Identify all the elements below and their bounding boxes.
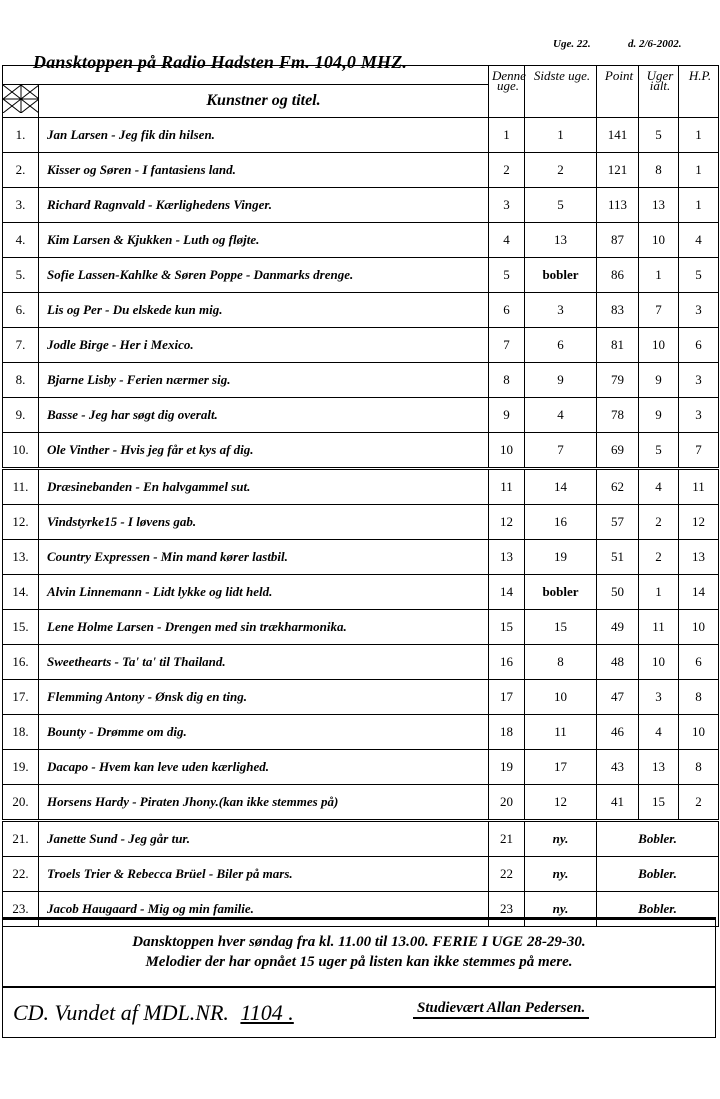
row-points: 121 [597,153,639,188]
row-song: Alvin Linnemann - Lidt lykke og lidt held. [39,575,489,610]
row-this-week: 11 [489,469,525,505]
table-row [3,680,719,715]
row-last-week: 12 [525,785,597,821]
row-weeks-total: 2 [639,540,679,575]
row-song: Flemming Antony - Ønsk dig en ting. [39,680,489,715]
row-points: 50 [597,575,639,610]
row-song: Jodle Birge - Her i Mexico. [39,328,489,363]
row-this-week: 21 [489,821,525,857]
row-hp: 13 [679,540,719,575]
bubbler-row [3,857,719,892]
row-position: 10. [3,433,39,469]
table-row [3,328,719,363]
row-song: Sweethearts - Ta' ta' til Thailand. [39,645,489,680]
row-last-week: 4 [525,398,597,433]
header-row-1 [3,66,719,85]
row-position: 8. [3,363,39,398]
row-hp: 1 [679,188,719,223]
chart-table [2,65,719,927]
row-weeks-total: 13 [639,188,679,223]
table-row [3,540,719,575]
row-hp: 3 [679,363,719,398]
host-name: Studievært Allan Pedersen. [413,1000,589,1019]
row-points: 69 [597,433,639,469]
row-this-week: 23 [489,892,525,927]
table-row [3,505,719,540]
row-song: Ole Vinther - Hvis jeg får et kys af dig. [39,433,489,469]
footer-line-1: Dansktoppen hver søndag fra kl. 11.00 til 13.00. FERIE I UGE 28-29-30. [132,934,586,950]
row-hp: 8 [679,750,719,785]
row-weeks-total: 15 [639,785,679,821]
row-this-week: 18 [489,715,525,750]
row-last-week: 9 [525,363,597,398]
row-this-week: 17 [489,680,525,715]
table-row [3,258,719,293]
row-this-week: 8 [489,363,525,398]
row-position: 20. [3,785,39,821]
row-points: 83 [597,293,639,328]
row-this-week: 3 [489,188,525,223]
row-this-week: 13 [489,540,525,575]
row-weeks-total: 7 [639,293,679,328]
row-last-week: 13 [525,223,597,258]
row-last-week: 15 [525,610,597,645]
row-weeks-total: 8 [639,153,679,188]
row-last-week: 16 [525,505,597,540]
row-points: 81 [597,328,639,363]
header-empty [39,66,489,85]
crossed-box [3,85,39,118]
row-position: 21. [3,821,39,857]
table-row [3,293,719,328]
row-last-week: ny. [525,857,597,892]
row-hp: 4 [679,223,719,258]
row-weeks-total: 13 [639,750,679,785]
row-song: Dacapo - Hvem kan leve uden kærlighed. [39,750,489,785]
row-position: 3. [3,188,39,223]
footer-notice [2,917,716,987]
row-hp: 1 [679,153,719,188]
col-hp: H.P. [679,66,719,118]
row-last-week: 11 [525,715,597,750]
table-row [3,188,719,223]
bottom-bar [2,987,716,1038]
col-weeks-total: Uger ialt. [639,66,679,118]
row-weeks-total: 3 [639,680,679,715]
row-song: Janette Sund - Jeg går tur. [39,821,489,857]
row-song: Horsens Hardy - Piraten Jhony.(kan ikke stemmes på) [39,785,489,821]
row-weeks-total: 2 [639,505,679,540]
row-points: 57 [597,505,639,540]
row-hp: 8 [679,680,719,715]
row-hp: 7 [679,433,719,469]
row-weeks-total: 5 [639,118,679,153]
row-song: Lis og Per - Du elskede kun mig. [39,293,489,328]
row-song: Bounty - Drømme om dig. [39,715,489,750]
row-song: Jacob Haugaard - Mig og min familie. [39,892,489,927]
row-song: Bjarne Lisby - Ferien nærmer sig. [39,363,489,398]
row-song: Sofie Lassen-Kahlke & Søren Poppe - Danmarks drenge. [39,258,489,293]
row-weeks-total: 4 [639,715,679,750]
row-weeks-total: 1 [639,575,679,610]
row-position: 6. [3,293,39,328]
row-status: Bobler. [597,857,719,892]
row-points: 78 [597,398,639,433]
col-points: Point [597,66,639,118]
table-row [3,785,719,821]
row-position: 5. [3,258,39,293]
row-points: 41 [597,785,639,821]
row-weeks-total: 10 [639,645,679,680]
row-position: 12. [3,505,39,540]
row-song: Richard Ragnvald - Kærlighedens Vinger. [39,188,489,223]
row-hp: 11 [679,469,719,505]
row-points: 62 [597,469,639,505]
table-row [3,645,719,680]
row-position: 15. [3,610,39,645]
chart-table-body [3,66,719,927]
row-last-week: 5 [525,188,597,223]
cd-label: CD. Vundet af MDL.NR. [13,1000,229,1025]
row-points: 87 [597,223,639,258]
table-row [3,575,719,610]
row-weeks-total: 9 [639,398,679,433]
row-status: Bobler. [597,892,719,927]
row-this-week: 14 [489,575,525,610]
row-hp: 3 [679,293,719,328]
row-position: 1. [3,118,39,153]
row-song: Basse - Jeg har søgt dig overalt. [39,398,489,433]
row-points: 46 [597,715,639,750]
row-points: 141 [597,118,639,153]
row-position: 23. [3,892,39,927]
row-weeks-total: 11 [639,610,679,645]
row-last-week: 19 [525,540,597,575]
col-last-week: Sidste uge. [525,66,597,118]
row-position: 19. [3,750,39,785]
row-song: Lene Holme Larsen - Drengen med sin trækharmonika. [39,610,489,645]
col-artist-title: Kunstner og titel. [39,85,489,118]
row-song: Dræsinebanden - En halvgammel sut. [39,469,489,505]
row-position: 18. [3,715,39,750]
row-points: 51 [597,540,639,575]
row-last-week: bobler [525,575,597,610]
row-this-week: 6 [489,293,525,328]
row-last-week: ny. [525,892,597,927]
row-this-week: 2 [489,153,525,188]
row-position: 9. [3,398,39,433]
row-points: 79 [597,363,639,398]
row-position: 7. [3,328,39,363]
table-row [3,469,719,505]
page-title: Dansktoppen på Radio Hadsten Fm. 104,0 MHZ. [33,52,408,72]
row-this-week: 10 [489,433,525,469]
week-label: Uge. 22. [553,38,591,50]
row-position: 11. [3,469,39,505]
row-song: Kisser og Søren - I fantasiens land. [39,153,489,188]
row-weeks-total: 9 [639,363,679,398]
cd-winner [13,1000,300,1026]
table-row [3,363,719,398]
row-this-week: 15 [489,610,525,645]
row-hp: 3 [679,398,719,433]
row-song: Jan Larsen - Jeg fik din hilsen. [39,118,489,153]
col-this-week: Denne uge. [489,66,525,118]
table-row [3,153,719,188]
row-hp: 2 [679,785,719,821]
row-this-week: 19 [489,750,525,785]
row-song: Troels Trier & Rebecca Brüel - Biler på mars. [39,857,489,892]
row-hp: 5 [679,258,719,293]
row-points: 43 [597,750,639,785]
row-song: Vindstyrke15 - I løvens gab. [39,505,489,540]
row-hp: 10 [679,610,719,645]
table-row [3,750,719,785]
row-last-week: ny. [525,821,597,857]
row-weeks-total: 5 [639,433,679,469]
row-weeks-total: 4 [639,469,679,505]
row-this-week: 1 [489,118,525,153]
footer-line-2: Melodier der har opnået 15 uger på listen kan ikke stemmes på mere. [145,954,573,970]
row-position: 13. [3,540,39,575]
row-hp: 10 [679,715,719,750]
row-hp: 6 [679,328,719,363]
row-song: Country Expressen - Min mand kører lastbil. [39,540,489,575]
table-row [3,715,719,750]
row-this-week: 16 [489,645,525,680]
row-weeks-total: 10 [639,223,679,258]
row-this-week: 4 [489,223,525,258]
crossed-box-icon [3,85,39,113]
row-position: 17. [3,680,39,715]
row-hp: 1 [679,118,719,153]
row-this-week: 7 [489,328,525,363]
row-this-week: 20 [489,785,525,821]
row-last-week: 7 [525,433,597,469]
date-label: d. 2/6-2002. [628,38,682,50]
row-hp: 12 [679,505,719,540]
row-last-week: 3 [525,293,597,328]
row-this-week: 9 [489,398,525,433]
bubbler-row [3,821,719,857]
row-status: Bobler. [597,821,719,857]
header-empty [3,66,39,85]
row-points: 49 [597,610,639,645]
row-this-week: 5 [489,258,525,293]
row-weeks-total: 1 [639,258,679,293]
row-last-week: 14 [525,469,597,505]
row-last-week: 2 [525,153,597,188]
row-last-week: 6 [525,328,597,363]
row-last-week: 1 [525,118,597,153]
row-last-week: bobler [525,258,597,293]
row-position: 22. [3,857,39,892]
row-points: 48 [597,645,639,680]
row-hp: 6 [679,645,719,680]
row-last-week: 17 [525,750,597,785]
table-row [3,118,719,153]
cd-number: 1104 . [240,1000,294,1025]
row-position: 4. [3,223,39,258]
row-points: 113 [597,188,639,223]
table-row [3,610,719,645]
row-points: 86 [597,258,639,293]
row-this-week: 12 [489,505,525,540]
row-last-week: 8 [525,645,597,680]
row-last-week: 10 [525,680,597,715]
row-position: 16. [3,645,39,680]
table-row [3,223,719,258]
row-position: 2. [3,153,39,188]
table-row [3,433,719,469]
row-weeks-total: 10 [639,328,679,363]
row-this-week: 22 [489,857,525,892]
table-row [3,398,719,433]
row-points: 47 [597,680,639,715]
row-position: 14. [3,575,39,610]
row-song: Kim Larsen & Kjukken - Luth og fløjte. [39,223,489,258]
row-hp: 14 [679,575,719,610]
